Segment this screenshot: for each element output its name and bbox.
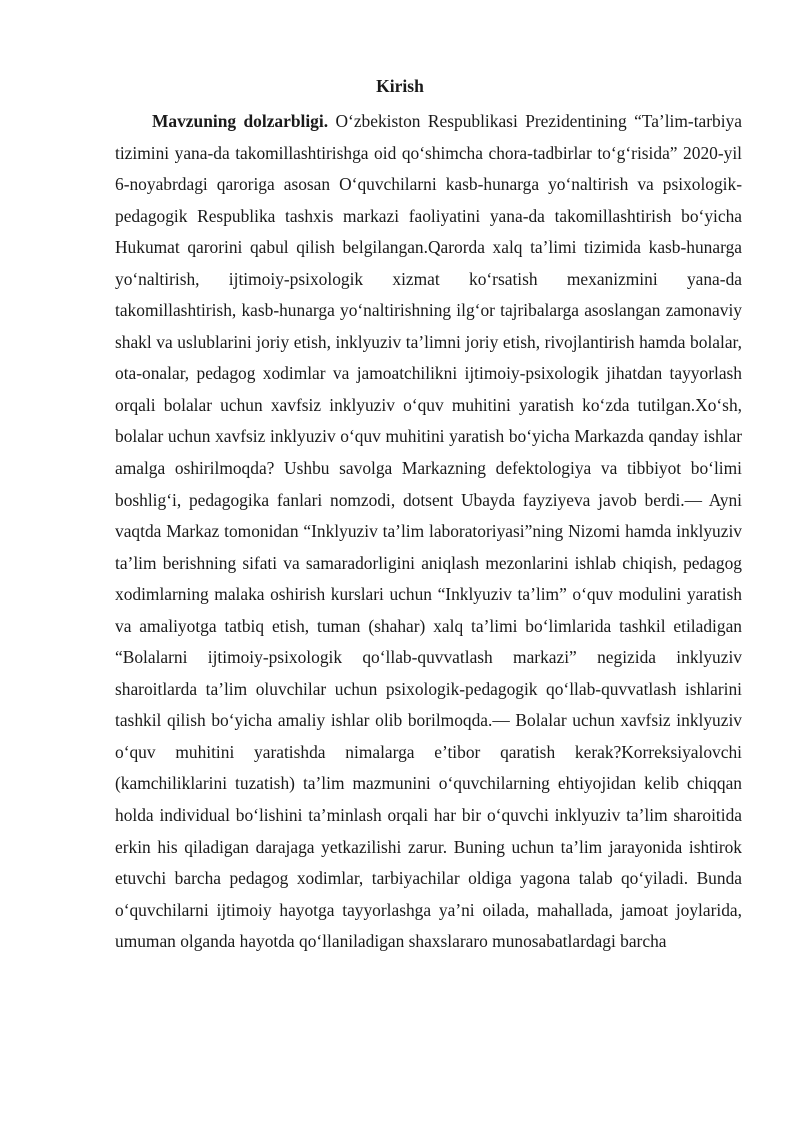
body-paragraph — [115, 106, 742, 958]
paragraph-text: O‘zbekiston Respublikasi Prezidentining “Ta’lim-tarbiya tizimini yana-da takomillashtirishga oid qo‘shimcha chora-tadbirlar to‘g‘risida” 2020-yil 6-noyabrdagi qaroriga asosan O‘quvchilarni kasb-hunarga yo‘naltirish va psixologik-pedagogik Respublika tashxis markazi faoliyatini yana-da takomillashtirish bo‘yicha Hukumat qarorini qabul qilish belgilangan.Qarorda xalq ta’limi tizimida kasb-hunarga yo‘naltirish, ijtimoiy-psixologik xizmat ko‘rsatish mexanizmini yana-da takomillashtirish, kasb-hunarga yo‘naltirishning ilg‘or tajribalarga asoslangan zamonaviy shakl va uslublarini joriy etish, inklyuziv ta’limni joriy etish, rivojlantirish hamda bolalar, ota-onalar, pedagog xodimlar va jamoatchilikni ijtimoiy-psixologik jihatdan tayyorlash orqali bolalar uchun xavfsiz inklyuziv o‘quv muhitini yaratish ko‘zda tutilgan.Xo‘sh, bolalar uchun xavfsiz inklyuziv o‘quv muhitini yaratish bo‘yicha Markazda qanday ishlar amalga oshirilmoqda? Ushbu savolga Markazning defektologiya va tibbiyot bo‘limi boshlig‘i, pedagogika fanlari nomzodi, dotsent Ubayda fayziyeva javob berdi.— Ayni vaqtda Markaz tomonidan “Inklyuziv ta’lim laboratoriyasi”ning Nizomi hamda inklyuziv ta’lim berishning sifati va samaradorligini aniqlash mezonlarini ishlab chiqish, pedagog xodimlarning malaka oshirish kurslari uchun “Inklyuziv ta’lim” o‘quv modulini yaratish va amaliyotga tatbiq etish, tuman (shahar) xalq ta’limi bo‘limlarida tashkil etiladigan “Bolalarni ijtimoiy-psixologik qo‘llab-quvvatlash markazi” negizida inklyuziv sharoitlarda ta’lim oluvchilar uchun psixologik-pedagogik qo‘llab-quvvatlash ishlarini tashkil qilish bo‘yicha amaliy ishlar olib borilmoqda.— Bolalar uchun xavfsiz inklyuziv o‘quv muhitini yaratishda nimalarga e’tibor qaratish kerak?Korreksiyalovchi (kamchiliklarini tuzatish) ta’lim mazmunini o‘quvchilarning ehtiyojidan kelib chiqqan holda individual bo‘lishini ta’minlash orqali har bir o‘quvchi inklyuziv ta’lim sharoitida erkin his qiladigan darajaga yetkazilishi zarur. Buning uchun ta’lim jarayonida ishtirok etuvchi barcha pedagog xodimlar, tarbiyachilar oldiga yagona talab qo‘yiladi. Bunda o‘quvchilarni ijtimoiy hayotga tayyorlashga ya’ni oilada, mahallada, jamoat joylarida, umuman olganda hayotda qo‘llaniladigan shaxslararo munosabatlardagi barcha — [115, 111, 742, 952]
page-title: Kirish — [376, 76, 424, 96]
lead-heading: Mavzuning dolzarbligi. — [152, 111, 329, 131]
